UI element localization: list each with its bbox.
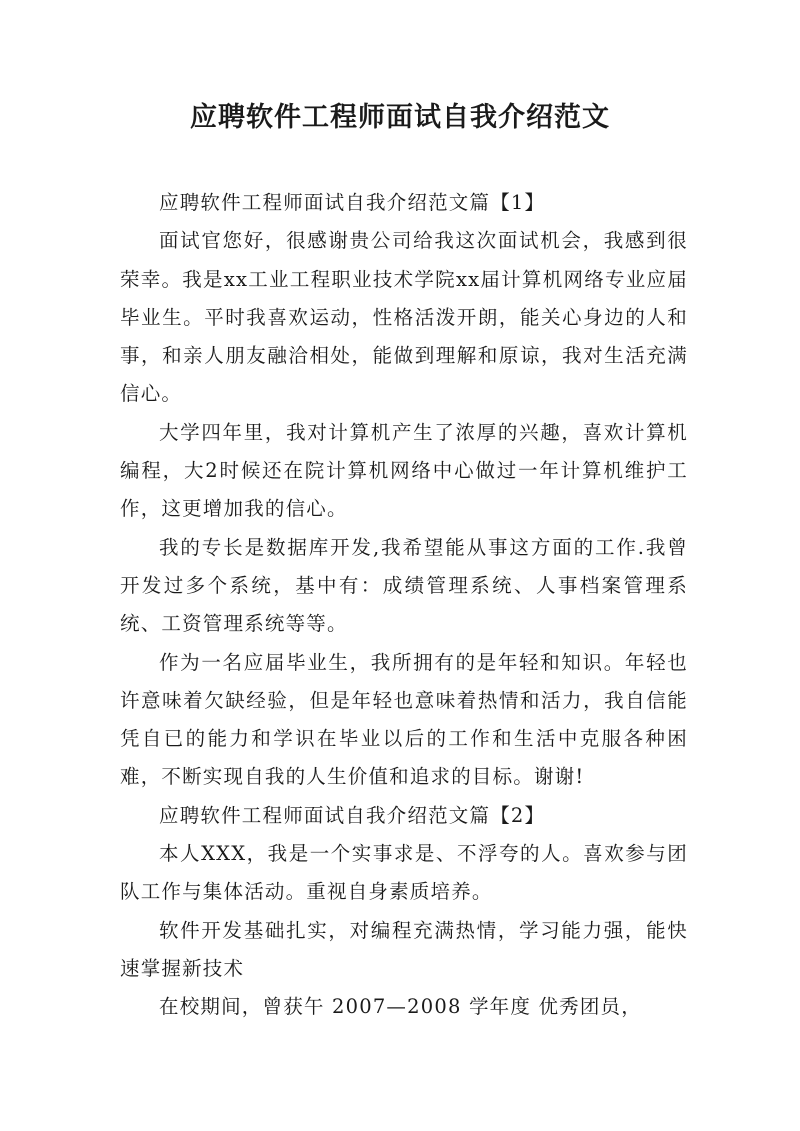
section-heading-1: 应聘软件工程师面试自我介绍范文篇【1】 — [159, 191, 546, 214]
document-title: 应聘软件工程师面试自我介绍范文 — [190, 102, 610, 133]
paragraph: 我的专长是数据库开发,我希望能从事这方面的工作.我曾开发过多个系统，基中有：成绩管理系统、人事档案管理系统、工资管理系统等等。 — [120, 535, 688, 636]
paragraph: 本人XXX，我是一个实事求是、不浮夸的人。喜欢参与团队工作与集体活动。重视自身素质培养。 — [120, 842, 688, 904]
document-body — [120, 184, 688, 1027]
paragraph: 软件开发基础扎实，对编程充满热情，学习能力强，能快速掌握新技术 — [120, 918, 688, 980]
paragraph: 大学四年里，我对计算机产生了浓厚的兴趣，喜欢计算机编程，大2时候还在院计算机网络中心做过一年计算机维护工作，这更增加我的信心。 — [120, 420, 688, 521]
paragraph: 在校期间，曾获午 2007—2008 学年度 优秀团员， — [159, 995, 642, 1019]
paragraph: 作为一名应届毕业生，我所拥有的是年轻和知识。年轻也许意味着欠缺经验，但是年轻也意味着热情和活力，我自信能凭自已的能力和学识在毕业以后的工作和生活中克服各种困难，不断实现自我的人生价值和追求的目标。谢谢! — [120, 650, 688, 789]
section-heading-2: 应聘软件工程师面试自我介绍范文篇【2】 — [159, 803, 546, 827]
paragraph: 面试官您好，很感谢贵公司给我这次面试机会，我感到很荣幸。我是xx工业工程职业技术学院xx届计算机网络专业应届毕业生。平时我喜欢运动，性格活泼开朗，能关心身边的人和事，和亲人朋友融洽相处，能做到理解和原谅，我对生活充满信心。 — [120, 229, 688, 406]
